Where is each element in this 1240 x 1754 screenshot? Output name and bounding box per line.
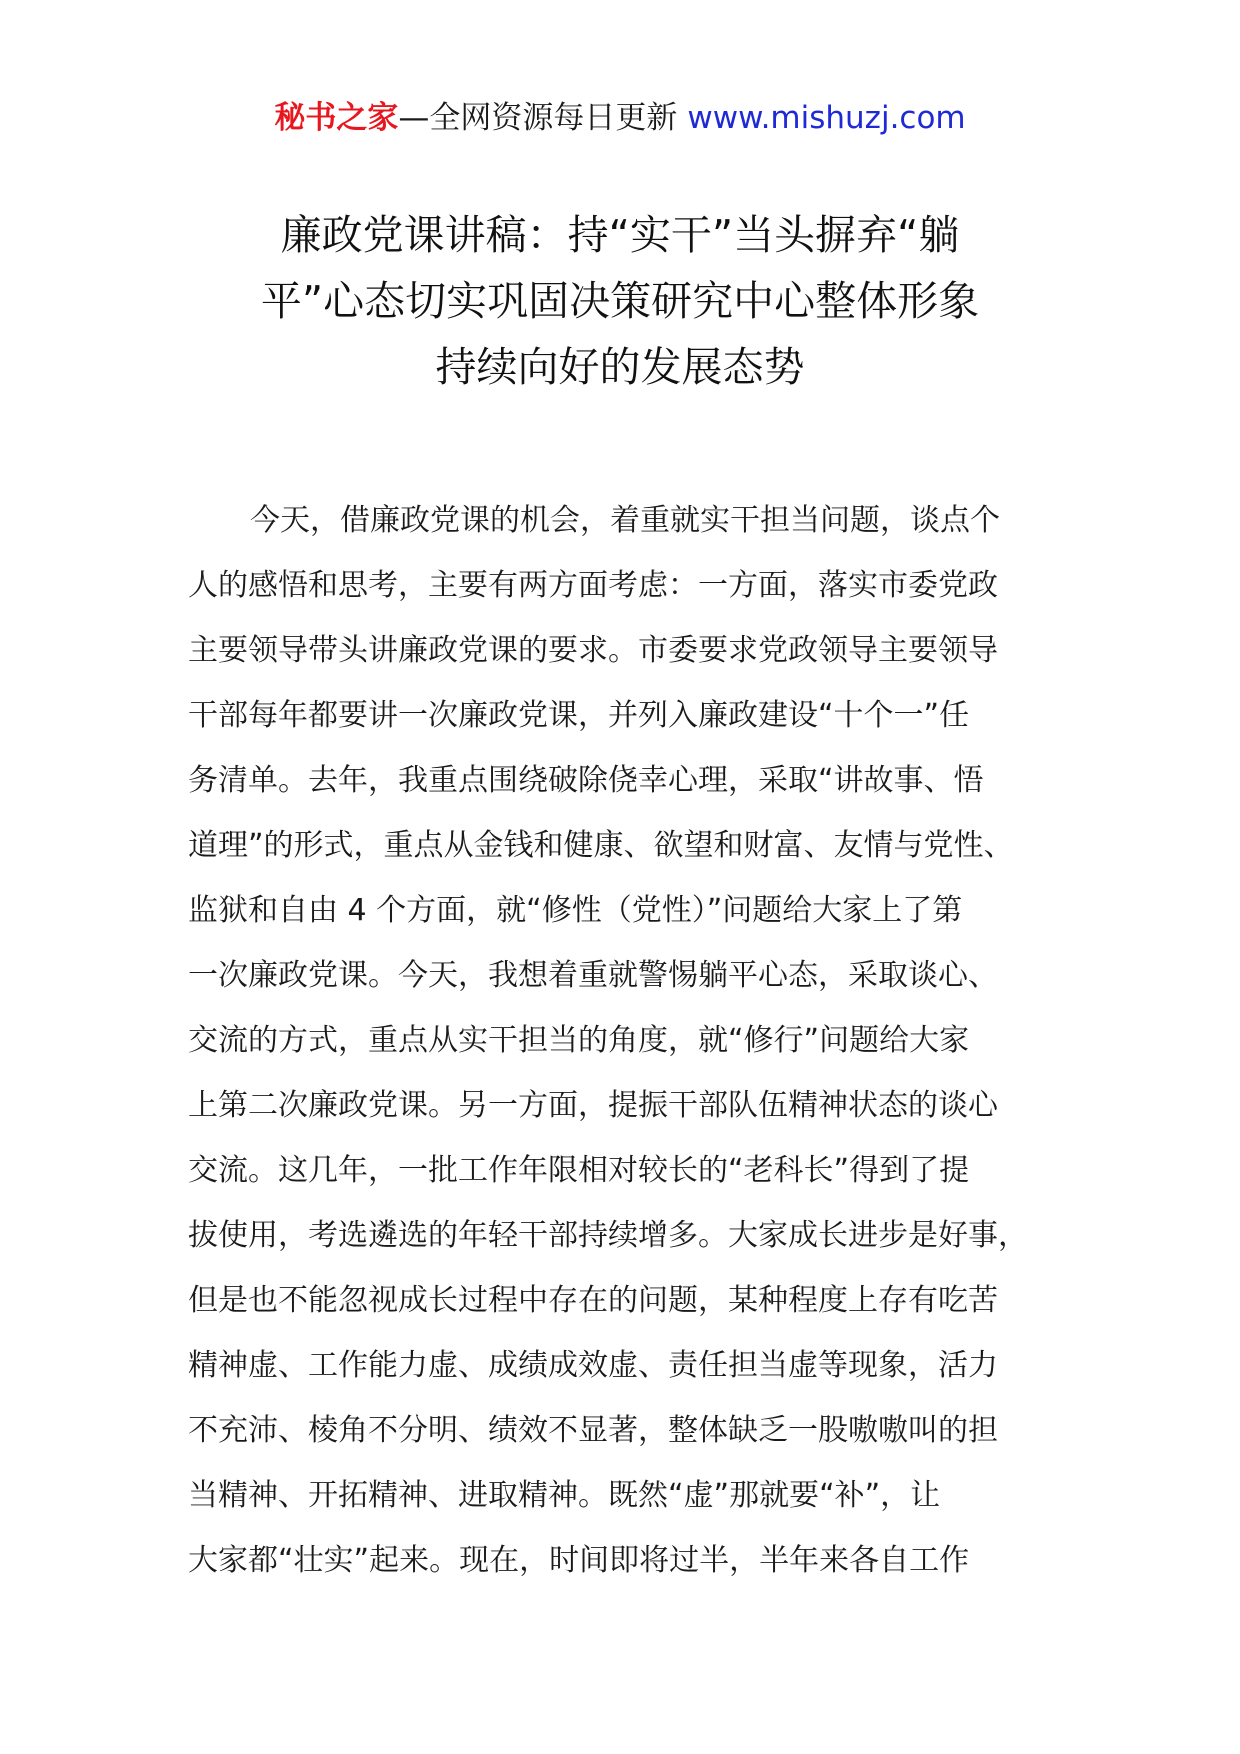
- site-url-link[interactable]: www.mishuzj.com: [687, 100, 966, 136]
- header-tagline: —全网资源每日更新: [398, 100, 678, 136]
- body-line: 主要领导带头讲廉政党课的要求。市委要求党政领导主要领导: [188, 633, 998, 668]
- body-line: 不充沛、棱角不分明、绩效不显著，整体缺乏一股嗷嗷叫的担: [188, 1413, 998, 1448]
- body-line: 道理”的形式，重点从金钱和健康、欲望和财富、友情与党性、: [188, 828, 1014, 863]
- body-line: 一次廉政党课。今天，我想着重就警惕躺平心态，采取谈心、: [188, 958, 998, 993]
- body-line: 干部每年都要讲一次廉政党课，并列入廉政建设“十个一”任: [188, 698, 970, 733]
- body-line: 但是也不能忽视成长过程中存在的问题，某种程度上存有吃苦: [188, 1283, 998, 1318]
- body-line: 监狱和自由 4 个方面，就“修性（党性）”问题给大家上了第: [188, 893, 963, 928]
- site-header: [0, 98, 1240, 138]
- body-line: 当精神、开拓精神、进取精神。既然“虚”那就要“补”，让: [188, 1478, 941, 1513]
- body-line: 拔使用，考选遴选的年轻干部持续增多。大家成长进步是好事，: [188, 1218, 1028, 1253]
- body-line: 大家都“壮实”起来。现在，时间即将过半，半年来各自工作: [188, 1543, 970, 1578]
- document-body: [188, 488, 1088, 1593]
- body-line: 务清单。去年，我重点围绕破除侥幸心理，采取“讲故事、悟: [188, 763, 984, 798]
- title-line: 持续向好的发展态势: [435, 343, 805, 391]
- body-line: 交流的方式，重点从实干担当的角度，就“修行”问题给大家: [188, 1023, 970, 1058]
- body-line: 交流。这几年，一批工作年限相对较长的“老科长”得到了提: [188, 1153, 970, 1188]
- title-line: 廉政党课讲稿：持“实干”当头摒弃“躺: [280, 211, 960, 259]
- title-line: 平”心态切实巩固决策研究中心整体形象: [260, 277, 980, 325]
- brand-name: 秘书之家: [274, 100, 399, 136]
- document-title: [170, 202, 1070, 400]
- body-line: 上第二次廉政党课。另一方面，提振干部队伍精神状态的谈心: [188, 1088, 998, 1123]
- body-line: 今天，借廉政党课的机会，着重就实干担当问题，谈点个: [250, 503, 1000, 538]
- body-line: 人的感悟和思考，主要有两方面考虑：一方面，落实市委党政: [188, 568, 998, 603]
- body-line: 精神虚、工作能力虚、成绩成效虚、责任担当虚等现象，活力: [188, 1348, 998, 1383]
